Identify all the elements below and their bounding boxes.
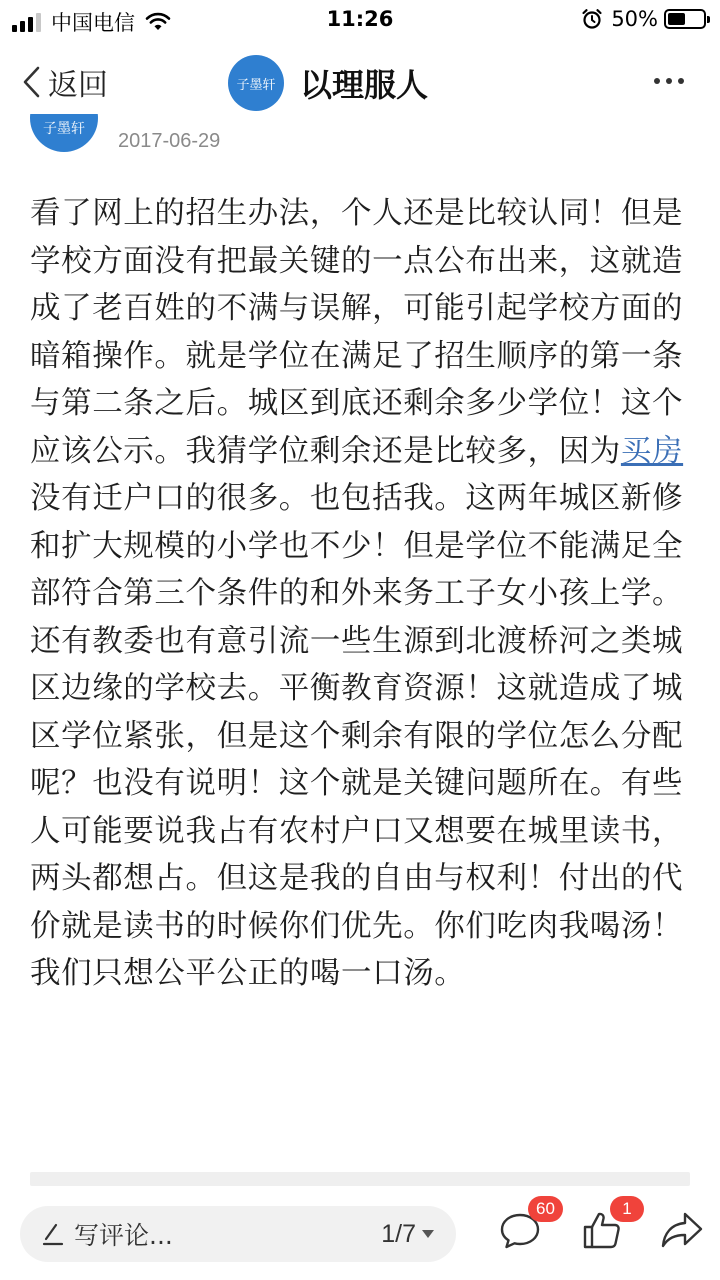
page-indicator-text: 1/7 xyxy=(381,1219,416,1248)
status-right xyxy=(581,7,706,31)
share-arrow-icon xyxy=(660,1208,704,1252)
share-button[interactable] xyxy=(660,1208,710,1258)
avatar[interactable]: 子墨轩 xyxy=(228,55,284,111)
article-body xyxy=(30,190,694,998)
battery-percent: 50% xyxy=(611,7,658,31)
page-title: 以理服人 xyxy=(300,66,429,104)
post-date: 2017-06-29 xyxy=(118,130,221,152)
author-avatar[interactable]: 子墨轩 xyxy=(30,114,98,152)
article-paragraph xyxy=(30,190,694,998)
status-time: 11:26 xyxy=(326,7,394,31)
article-link[interactable]: 买房 xyxy=(620,433,684,469)
status-bar xyxy=(0,0,720,40)
back-button[interactable] xyxy=(20,60,108,104)
alarm-icon xyxy=(581,8,603,30)
nav-profile[interactable] xyxy=(228,55,428,111)
back-label: 返回 xyxy=(48,68,108,103)
article-text-part-1: 看了网上的招生办法，个人还是比较认同！但是学校方面没有把最关键的一点公布出来，这就造成了老百姓的不满与误解，可能引起学校方面的暗箱操作。就是学位在满足了招生顺序的第一条与第二条之后。城区到底还剩余多少学位！这个应该公示。我猜学位剩余还是比较多，因为 xyxy=(30,196,684,469)
nav-bar xyxy=(0,48,720,114)
comment-placeholder: 写评论... xyxy=(74,1221,173,1250)
comment-input[interactable] xyxy=(20,1206,456,1262)
pencil-icon xyxy=(42,1222,64,1246)
page-indicator[interactable] xyxy=(381,1220,434,1249)
like-button[interactable] xyxy=(580,1199,632,1258)
post-header xyxy=(0,114,720,184)
caret-down-icon xyxy=(422,1230,434,1238)
comment-count-badge: 60 xyxy=(528,1196,563,1222)
like-count-badge: 1 xyxy=(610,1196,644,1222)
chevron-left-icon xyxy=(20,65,42,99)
bottom-bar xyxy=(0,1186,720,1280)
more-dots-icon[interactable] xyxy=(654,78,684,84)
carrier-name: 中国电信 xyxy=(51,11,135,35)
comment-button[interactable] xyxy=(498,1199,555,1258)
battery-icon xyxy=(664,9,706,29)
article-text-part-2: 没有迁户口的很多。也包括我。这两年城区新修和扩大规模的小学也不少！但是学位不能满足全部符合第三个条件的和外来务工子女小孩上学。还有教委也有意引流一些生源到北渡桥河之类城区边缘的学校去。平衡教育资源！这就造成了城区学位紧张，但是这个剩余有限的学位怎么分配呢？也没有说明！这个就是关键问题所在。有些人可能要说我占有农村户口又想要在城里读书，两头都想占。但这是我的自由与权利！付出的代价就是读书的时候你们优先。你们吃肉我喝汤！我们只想公平公正的喝一口汤。 xyxy=(30,481,684,991)
next-content-edge xyxy=(30,1172,690,1186)
